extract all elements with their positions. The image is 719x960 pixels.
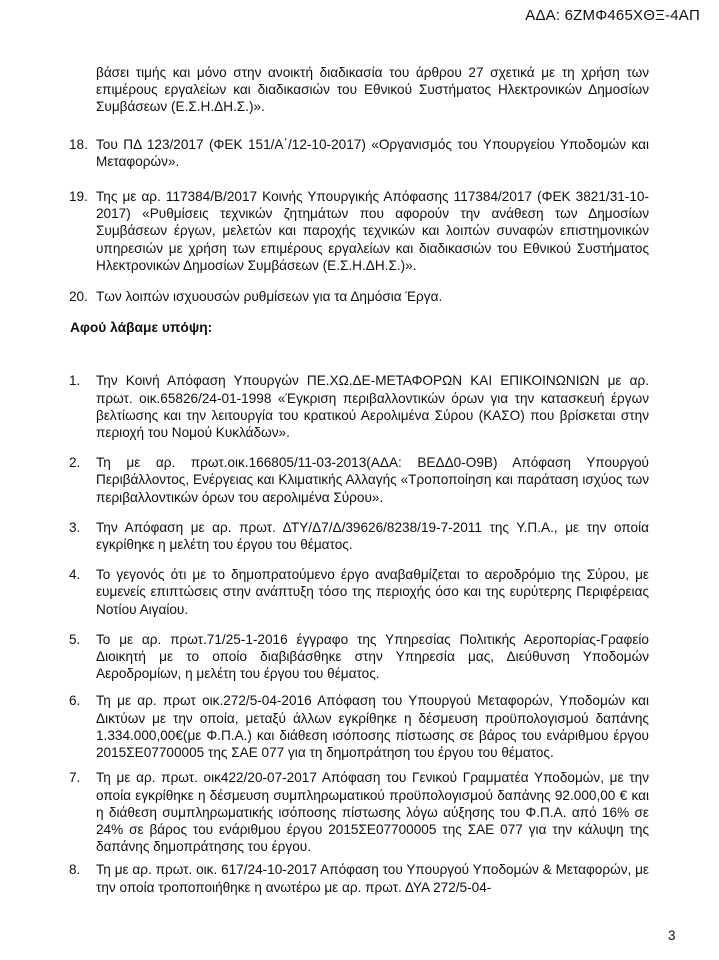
considered-item-4 (69, 566, 649, 618)
considered-item-2 (69, 454, 649, 506)
section-heading: Αφού λάβαμε υπόψη: (70, 320, 213, 336)
legal-item-18 (69, 136, 649, 170)
item-text: Την Κοινή Απόφαση Υπουργών ΠΕ.ΧΩ.ΔΕ-ΜΕΤΑΦΟΡΩΝ ΚΑΙ ΕΠΙΚΟΙΝΩΝΙΩΝ με αρ. πρωτ. οικ.65826/24-01-1998 «Έγκριση περιβαλλοντικών όρων για την κατασκευή έργων βελτίωσης και την λειτουργία του κρατικού Αερολιμένα Σύρου (ΚΑΣΟ) που βρίσκεται στην περιοχή του Νομού Κυκλάδων». (96, 373, 649, 441)
item-number: 19. (69, 189, 88, 205)
item-number: 4. (69, 567, 81, 583)
considered-item-1 (69, 372, 649, 441)
page-number: 3 (668, 928, 676, 943)
item-number: 7. (69, 770, 81, 786)
considered-item-5 (69, 631, 649, 683)
document-body (69, 64, 649, 896)
considered-item-8 (69, 861, 649, 895)
item-number: 20. (69, 289, 88, 305)
item-text: Τη με αρ. πρωτ.οικ.166805/11-03-2013(ΑΔΑ: ΒΕΔΔ0-Ο9Β) Απόφαση Υπουργού Περιβάλλοντος, Ενέργειας και Κλιματικής Αλλαγής «Τροποποίηση και παράταση ισχύος των περιβαλλοντικών όρων του αερολιμένα Σύρου». (96, 455, 649, 505)
considered-item-6 (69, 692, 649, 761)
legal-item-19 (69, 188, 649, 274)
item-text: Του ΠΔ 123/2017 (ΦΕΚ 151/Α΄/12-10-2017) «Οργανισμός του Υπουργείου Υποδομών και Μεταφορών». (96, 136, 649, 169)
item-number: 6. (69, 693, 81, 709)
item-text: Το γεγονός ότι με το δημοπρατούμενο έργο αναβαθμίζεται το αεροδρόμιο της Σύρου, με ευμενείς επιπτώσεις στην ανάπτυξη τόσο της περιοχής όσο και της ευρύτερης Περιφέρειας Νοτίου Αιγαίου. (96, 567, 649, 617)
item-text: Τη με αρ. πρωτ. οικ422/20-07-2017 Απόφαση του Γενικού Γραμματέα Υποδομών, με την οποία εγκρίθηκε η δέσμευση συμπληρωματικού προϋπολογισμού δαπάνης 92.000,00 € και η διάθεση συμπληρωματικής ισόποσης πίστωσης λόγω αύξησης του Φ.Π.Α. από 16% σε 24% σε βάρος του ενάριθμου έργου 2015ΣΕ07700005 της ΣΑΕ 077 για την κάλυψη της δαπάνης δημοπράτησης του έργου. (96, 770, 649, 855)
item-text: Της με αρ. 117384/Β/2017 Κοινής Υπουργικής Απόφασης 117384/2017 (ΦΕΚ 3821/31-10-2017) «Ρυθμίσεις τεχνικών ζητημάτων που αφορούν την ανάθεση των Δημοσίων Συμβάσεων έργων, μελετών και παροχής τεχνικών και λοιπών συναφών επιστημονικών υπηρεσιών με χρήση των επιμέρους εργαλείων και διαδικασιών του Εθνικού Συστήματος Ηλεκτρονικών Δημοσίων Συμβάσεων (Ε.Σ.Η.ΔΗ.Σ.)». (96, 189, 649, 273)
paragraph-continuation: βάσει τιμής και μόνο στην ανοικτή διαδικασία του άρθρου 27 σχετικά με τη χρήση των επιμέρους εργαλείων και διαδικασιών του Εθνικού Συστήματος Ηλεκτρονικών Δημοσίων Συμβάσεων (Ε.Σ.Η.ΔΗ.Σ.)». (96, 65, 649, 115)
item-text: Τη με αρ. πρωτ οικ.272/5-04-2016 Απόφαση του Υπουργού Μεταφορών, Υποδομών και Δικτύων με την οποία, μεταξύ άλλων εγκρίθηκε η δέσμευση προϋπολογισμού δαπάνης 1.334.000,00€(με Φ.Π.Α.) και διάθεση ισόποσης πίστωσης σε βάρος του ενάριθμου έργου 2015ΣΕ07700005 της ΣΑΕ 077 για τη δημοπράτηση του έργου του θέματος. (96, 693, 649, 761)
ada-code: ΑΔΑ: 6ΖΜΦ465ΧΘΞ-4ΑΠ (525, 7, 700, 24)
item-number: 2. (69, 455, 81, 471)
item-text: Των λοιπών ισχυουσών ρυθμίσεων για τα Δημόσια Έργα. (96, 289, 443, 305)
item-text: Τη με αρ. πρωτ. οικ. 617/24-10-2017 Απόφαση του Υπουργού Υποδομών & Μεταφορών, με την οποία τροποποιήθηκε η ανωτέρω με αρ. πρωτ. ΔΥΑ 272/5-04- (96, 862, 649, 895)
item-text: Το με αρ. πρωτ.71/25-1-2016 έγγραφο της Υπηρεσίας Πολιτικής Αεροπορίας-Γραφείο Διοικητή με το οποίο διαβιβάσθηκε στην Υπηρεσία μας, Διεύθυνση Υποδομών Αεροδρομίων, η μελέτη του έργου του θέματος. (96, 631, 649, 682)
considered-item-3 (69, 519, 649, 553)
item-number: 3. (69, 519, 81, 535)
item-number: 5. (69, 631, 81, 647)
item-number: 18. (69, 136, 88, 152)
item-number: 1. (69, 373, 81, 389)
item-text: Την Απόφαση με αρ. πρωτ. ΔΤΥ/Δ7/Δ/39626/8238/19-7-2011 της Υ.Π.Α., με την οποία εγκρίθηκε η μελέτη του έργου του θέματος. (96, 519, 649, 553)
legal-item-20 (69, 288, 649, 305)
considered-item-7 (69, 769, 649, 855)
item-number: 8. (69, 862, 81, 878)
